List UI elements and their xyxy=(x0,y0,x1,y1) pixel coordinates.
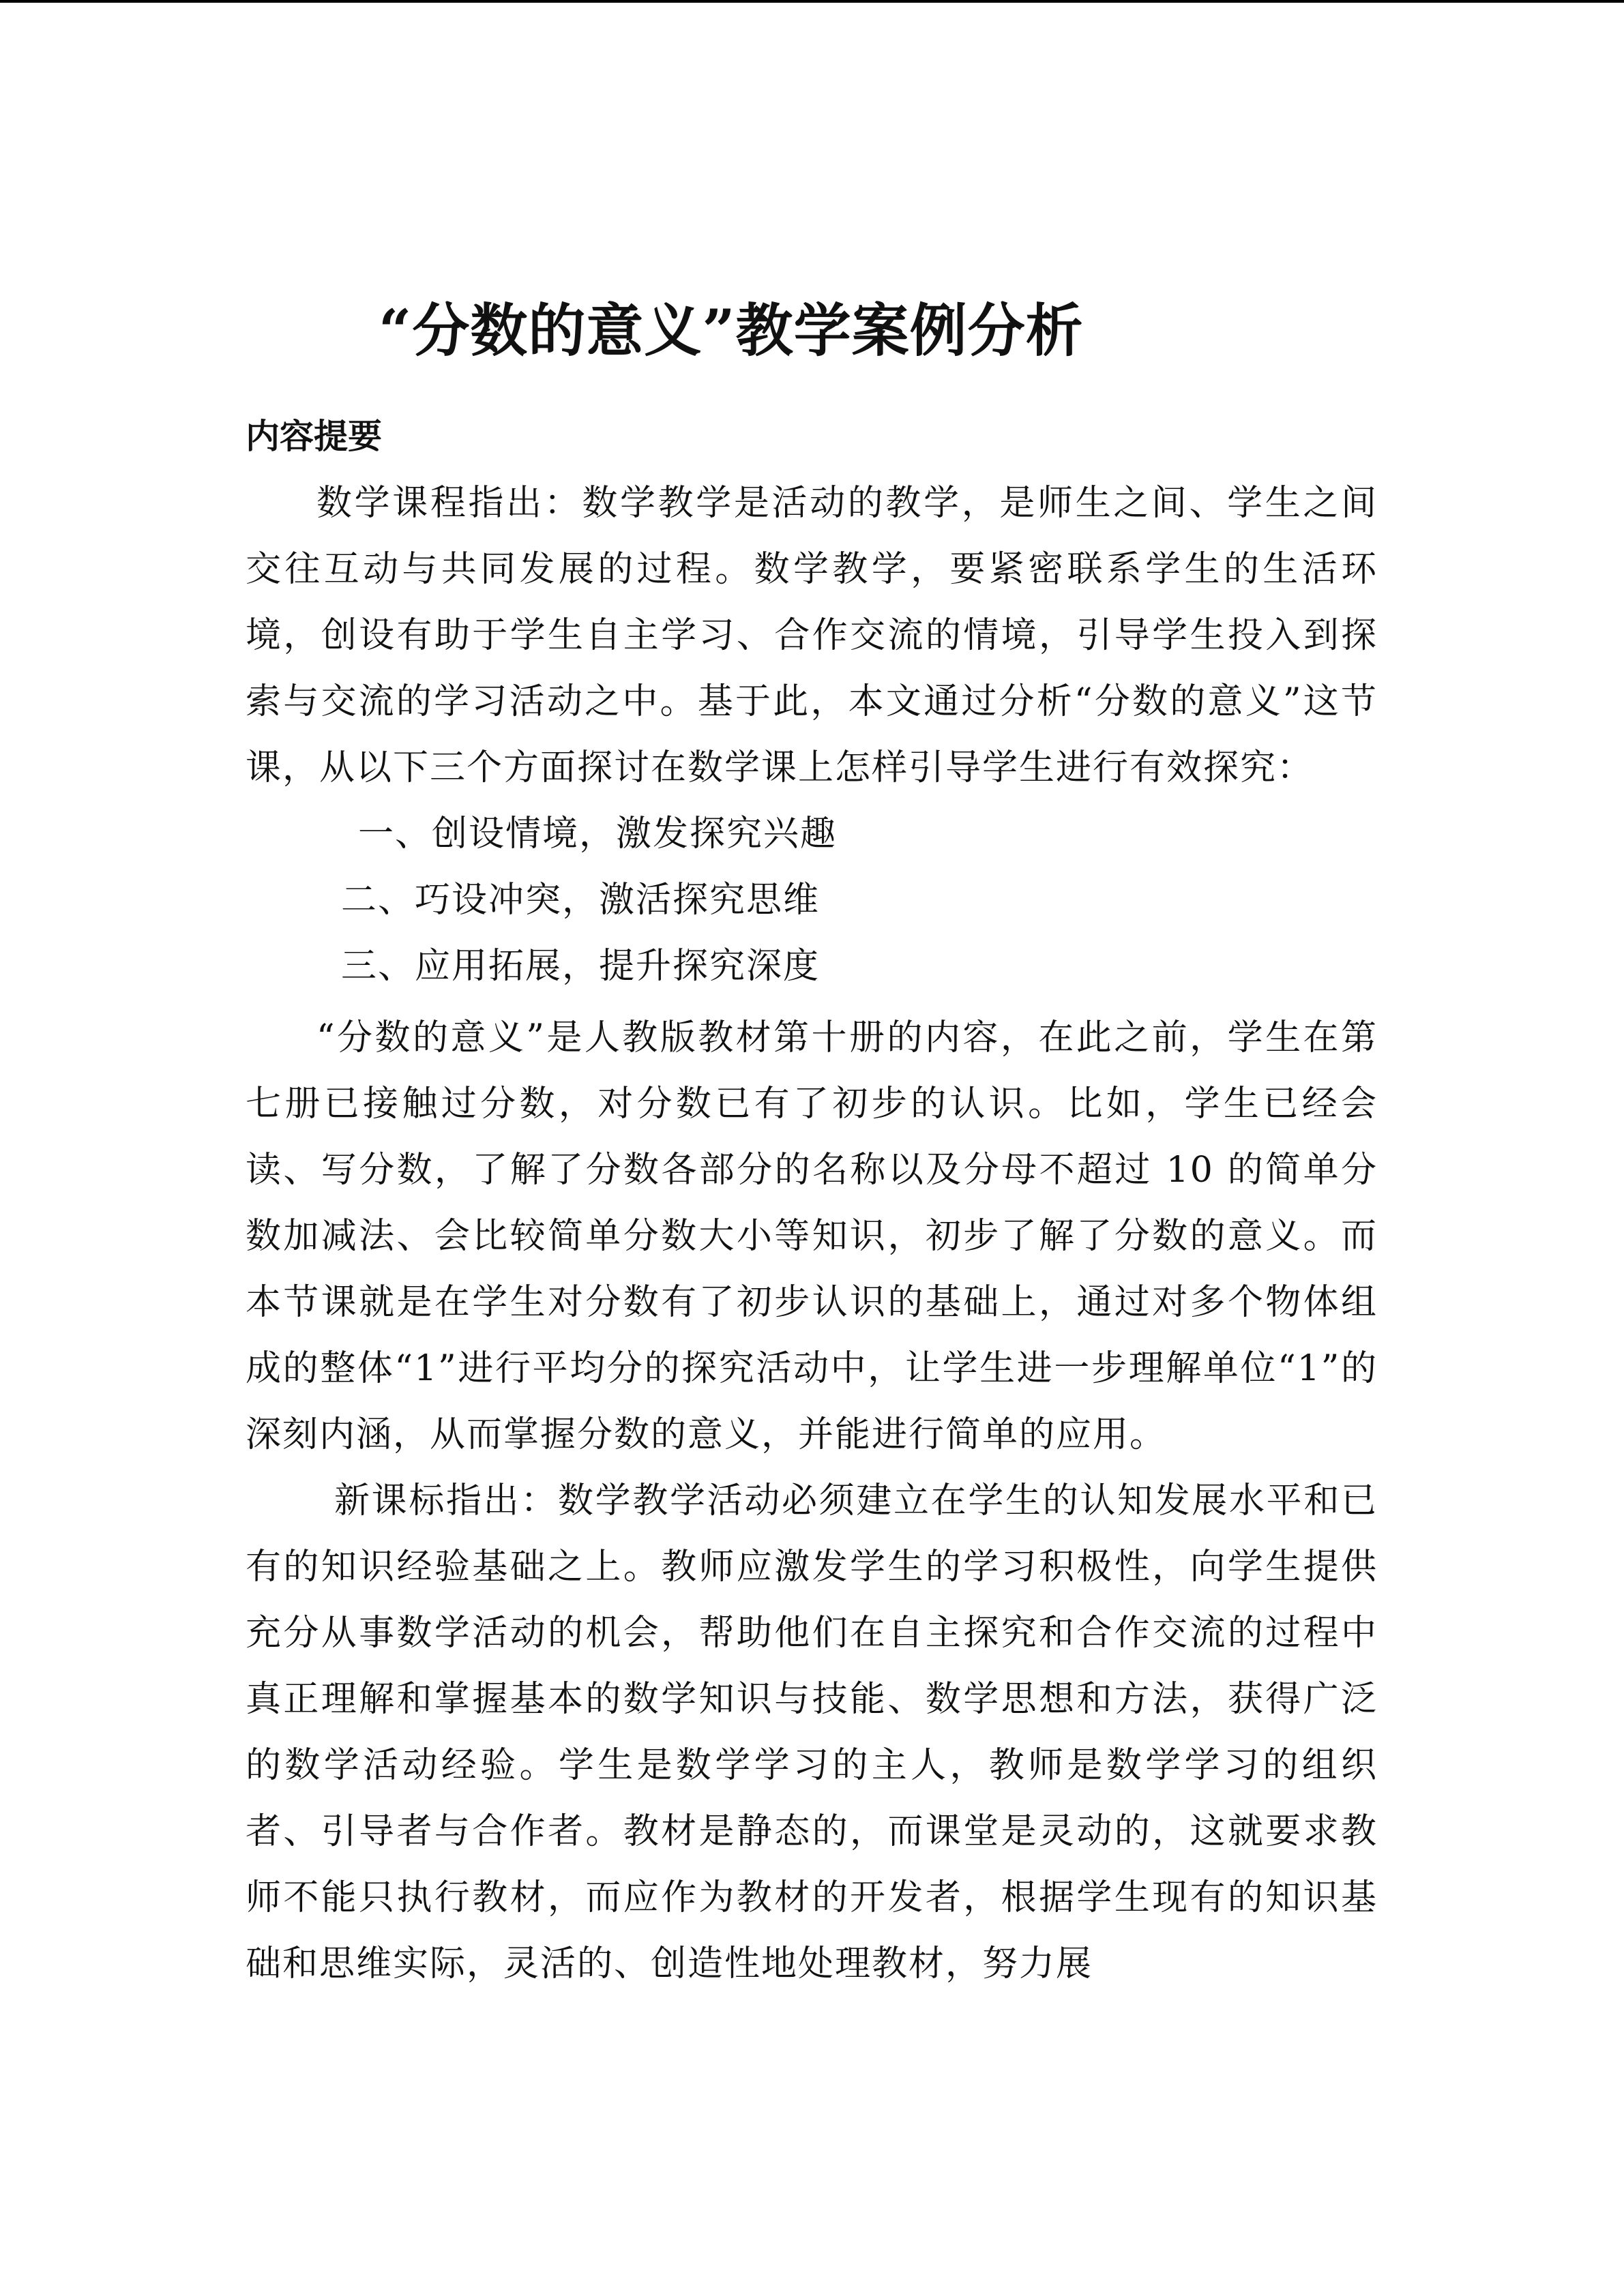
abstract-heading: 内容提要 xyxy=(246,416,382,456)
key-point-1: 一、创设情境，激发探究兴趣 xyxy=(358,814,838,854)
abstract-paragraph: 数学课程指出：数学教学是活动的教学，是师生之间、学生之间交往互动与共同发展的过程。数学教学，要紧密联系学生的生活环境，创设有助于学生自主学习、合作交流的情境，引导学生投入到探索与交流的学习活动之中。基于此，本文通过分析“分数的意义”这节课，从以下三个方面探讨在数学课上怎样引导学生进行有效探究： xyxy=(246,483,1378,788)
body-paragraph-2: 新课标指出：数学教学活动必须建立在学生的认知发展水平和已有的知识经验基础之上。教师应激发学生的学习积极性，向学生提供充分从事数学活动的机会，帮助他们在自主探究和合作交流的过程中真正理解和掌握基本的数学知识与技能、数学思想和方法，获得广泛的数学活动经验。学生是数学学习的主人，教师是数学学习的组织者、引导者与合作者。教材是静态的，而课堂是灵动的，这就要求教师不能只执行教材，而应作为教材的开发者，根据学生现有的知识基础和思维实际，灵活的、创造性地处理教材，努力展 xyxy=(246,1480,1378,1984)
key-point-3: 三、应用拓展，提升探究深度 xyxy=(341,946,821,987)
spacer xyxy=(246,1000,1378,1005)
key-point-2: 二、巧设冲突，激活探究思维 xyxy=(341,880,821,921)
key-points-list xyxy=(246,801,1378,1000)
page-top-border xyxy=(0,0,1624,3)
document-title: “分数的意义”教学案例分析 xyxy=(379,297,1084,364)
body-paragraph-1: “分数的意义”是人教版教材第十册的内容，在此之前，学生在第七册已接触过分数，对分数已有了初步的认识。比如，学生已经会读、写分数，了解了分数各部分的名称以及分母不超过 10 的简单分数加减法、会比较简单分数大小等知识，初步了解了分数的意义。而本节课就是在学生对分数有了初步认识的基础上，通过对多个物体组成的整体“1”进行平均分的探究活动中，让学生进一步理解单位“1”的深刻内涵，从而掌握分数的意义，并能进行简单的应用。 xyxy=(246,1017,1378,1455)
document-page xyxy=(246,286,1378,1997)
